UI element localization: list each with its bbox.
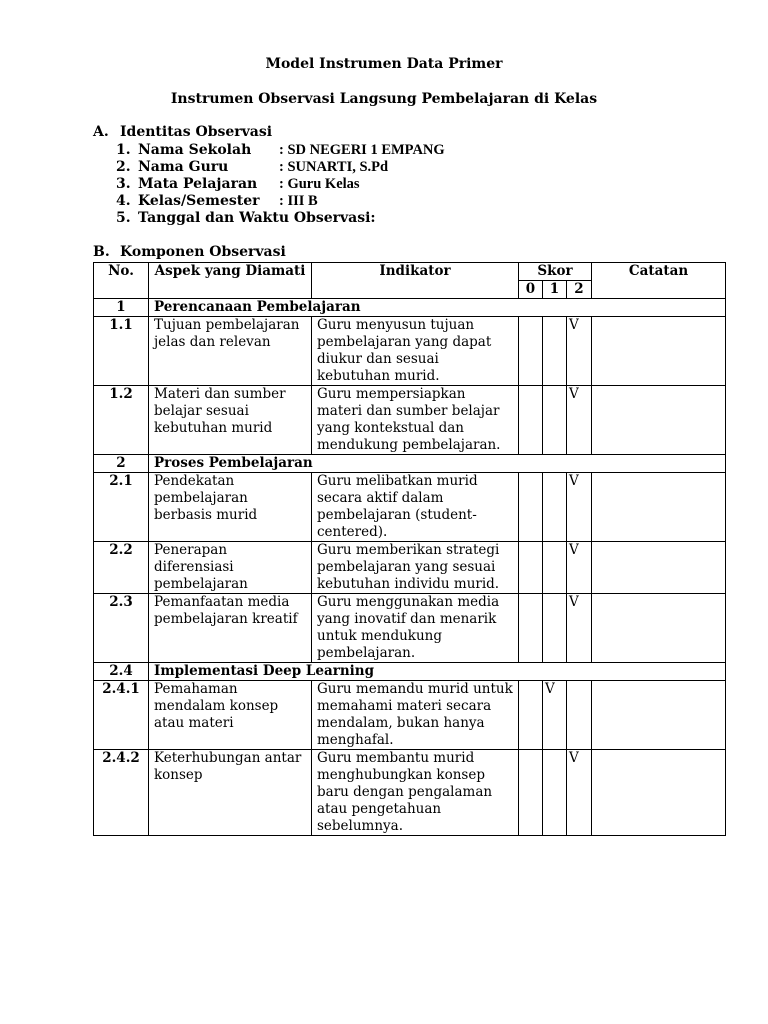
observation-table: [93, 262, 726, 836]
row-score-1: [543, 317, 567, 386]
row-indikator: Guru membantu murid menghubungkan konsep baru dengan pengalaman atau pengetahuan sebelumnya.: [312, 750, 519, 836]
row-score-0: [519, 386, 543, 455]
identity-num: 2.: [116, 159, 131, 175]
section-no: 2.4: [94, 663, 149, 681]
identity-item: [116, 142, 445, 159]
identity-value: : Guru Kelas: [279, 176, 360, 192]
table-row: [94, 317, 726, 386]
row-score-0: [519, 542, 543, 594]
identity-num: 3.: [116, 176, 131, 192]
header-indikator: Indikator: [312, 263, 519, 299]
row-aspek: Tujuan pembelajaran jelas dan relevan: [149, 317, 312, 386]
row-indikator: Guru memberikan strategi pembelajaran yang sesuai kebutuhan individu murid.: [312, 542, 519, 594]
row-score-0: [519, 317, 543, 386]
row-catatan: [592, 386, 726, 455]
identity-value: : SUNARTI, S.Pd: [279, 159, 389, 175]
header-skor: Skor: [519, 263, 592, 281]
identity-key: Mata Pelajaran: [138, 176, 258, 192]
section-title: Proses Pembelajaran: [149, 455, 726, 473]
section-no: 1: [94, 299, 149, 317]
row-score-1: [543, 473, 567, 542]
identity-num: 1.: [116, 142, 131, 158]
identity-num: 5.: [116, 210, 131, 226]
identity-item: [116, 193, 445, 210]
identity-key: Nama Guru: [138, 159, 229, 175]
row-indikator: Guru memandu murid untuk memahami materi secara mendalam, bukan hanya menghafal.: [312, 681, 519, 750]
section-row: [94, 455, 726, 473]
table-row: [94, 542, 726, 594]
row-aspek: Pendekatan pembelajaran berbasis murid: [149, 473, 312, 542]
row-no: 1.2: [94, 386, 149, 455]
identity-value: : SD NEGERI 1 EMPANG: [279, 142, 445, 158]
section-a-title: Identitas Observasi: [120, 124, 273, 140]
row-catatan: [592, 473, 726, 542]
row-aspek: Keterhubungan antar konsep: [149, 750, 312, 836]
row-score-2: V: [567, 542, 592, 594]
section-no: 2: [94, 455, 149, 473]
row-catatan: [592, 681, 726, 750]
section-a-heading: [93, 124, 272, 140]
document-subtitle: Instrumen Observasi Langsung Pembelajaran di Kelas: [170, 91, 598, 107]
header-score-1: 1: [543, 281, 567, 299]
section-title: Perencanaan Pembelajaran: [149, 299, 726, 317]
identity-list: [116, 142, 445, 227]
row-score-0: [519, 473, 543, 542]
row-score-0: [519, 594, 543, 663]
row-no: 2.4.2: [94, 750, 149, 836]
header-score-0: 0: [519, 281, 543, 299]
row-catatan: [592, 317, 726, 386]
row-indikator: Guru mempersiapkan materi dan sumber belajar yang kontekstual dan mendukung pembelajaran.: [312, 386, 519, 455]
row-score-1: V: [543, 681, 567, 750]
section-row: [94, 663, 726, 681]
row-score-2: [567, 681, 592, 750]
row-score-1: [543, 750, 567, 836]
row-indikator: Guru menggunakan media yang inovatif dan menarik untuk mendukung pembelajaran.: [312, 594, 519, 663]
table-row: [94, 594, 726, 663]
row-score-1: [543, 594, 567, 663]
identity-value: : III B: [279, 193, 318, 209]
section-b-label: B.: [93, 244, 110, 260]
identity-item: [116, 210, 445, 227]
row-score-1: [543, 542, 567, 594]
identity-key: Tanggal dan Waktu Observasi:: [138, 210, 376, 226]
table-row: [94, 473, 726, 542]
row-no: 2.1: [94, 473, 149, 542]
header-aspek: Aspek yang Diamati: [149, 263, 312, 299]
table-row: [94, 750, 726, 836]
table-row: [94, 386, 726, 455]
header-catatan: Catatan: [592, 263, 726, 299]
header-score-2: 2: [567, 281, 592, 299]
table-row: [94, 681, 726, 750]
row-indikator: Guru menyusun tujuan pembelajaran yang dapat diukur dan sesuai kebutuhan murid.: [312, 317, 519, 386]
row-no: 2.4.1: [94, 681, 149, 750]
identity-item: [116, 176, 445, 193]
section-title: Implementasi Deep Learning: [149, 663, 726, 681]
row-score-0: [519, 681, 543, 750]
identity-item: [116, 159, 445, 176]
row-catatan: [592, 542, 726, 594]
row-no: 2.3: [94, 594, 149, 663]
section-b-title: Komponen Observasi: [120, 244, 286, 260]
document-title: Model Instrumen Data Primer: [265, 56, 503, 72]
row-no: 1.1: [94, 317, 149, 386]
row-score-2: V: [567, 594, 592, 663]
row-no: 2.2: [94, 542, 149, 594]
row-aspek: Materi dan sumber belajar sesuai kebutuhan murid: [149, 386, 312, 455]
row-indikator: Guru melibatkan murid secara aktif dalam pembelajaran (student-centered).: [312, 473, 519, 542]
row-score-0: [519, 750, 543, 836]
section-b-heading: [93, 244, 286, 260]
row-score-2: V: [567, 473, 592, 542]
header-no: No.: [94, 263, 149, 299]
row-catatan: [592, 750, 726, 836]
row-score-1: [543, 386, 567, 455]
table-header-row: [94, 263, 726, 281]
identity-key: Kelas/Semester: [138, 193, 260, 209]
row-score-2: V: [567, 317, 592, 386]
row-aspek: Pemahaman mendalam konsep atau materi: [149, 681, 312, 750]
identity-num: 4.: [116, 193, 131, 209]
row-aspek: Pemanfaatan media pembelajaran kreatif: [149, 594, 312, 663]
section-a-label: A.: [93, 124, 109, 140]
row-score-2: V: [567, 386, 592, 455]
row-catatan: [592, 594, 726, 663]
identity-key: Nama Sekolah: [138, 142, 252, 158]
row-score-2: V: [567, 750, 592, 836]
section-row: [94, 299, 726, 317]
row-aspek: Penerapan diferensiasi pembelajaran: [149, 542, 312, 594]
